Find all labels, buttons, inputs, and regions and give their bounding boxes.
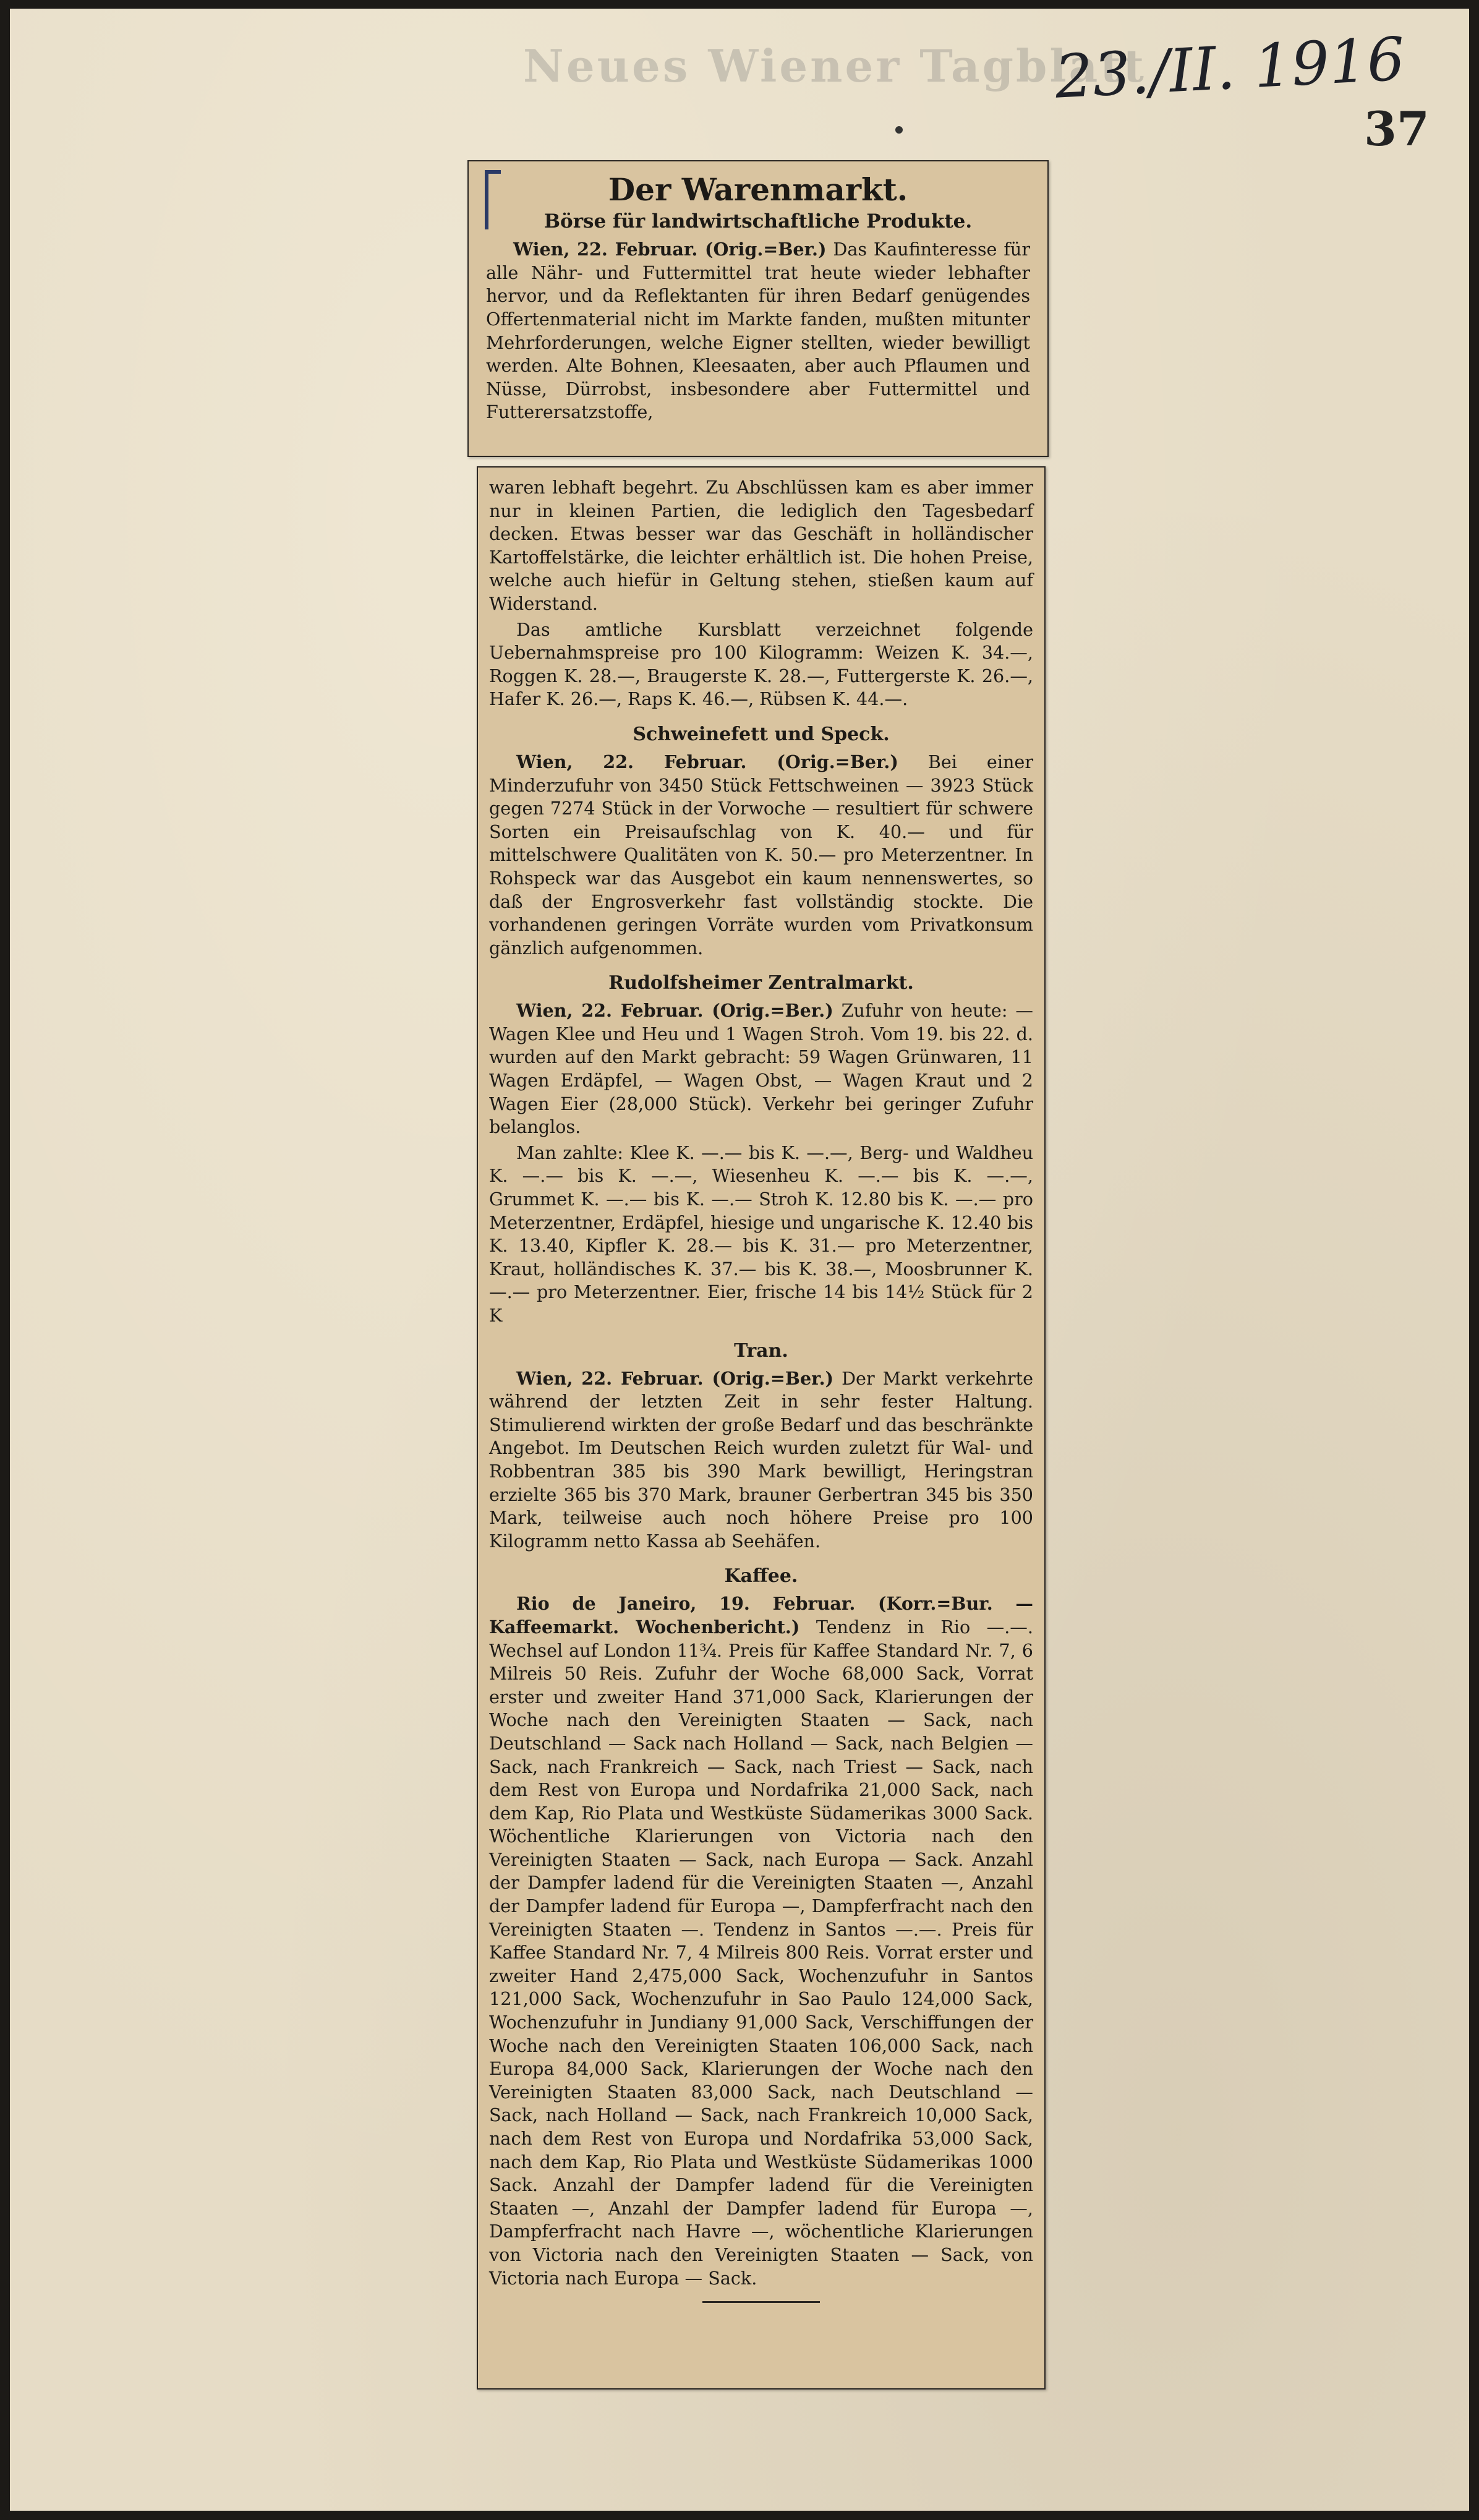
- clipping-top: [467, 160, 1049, 457]
- price-paragraph: Man zahlte: Klee K. —.— bis K. —.—, Berg- und Waldheu K. —.— bis K. —.—, Wiesenheu K. —.— bis K. —.—, Grummet K. —.— bis K. —.— Stroh K. 12.80 bis K. —.— pro Meterzentner, Erdäpfel, hiesige und ungarische K. 12.40 bis K. 13.40, Kipfler K. 28.— bis K. 31.— pro Meterzentner, Kraut, holländisches K. 37.— bis K. 38.—, Moosbrunner K. —.— pro Meterzentner. Eier, frische 14 bis 14½ Stück für 2 K: [489, 1142, 1033, 1326]
- paragraph: [489, 751, 1033, 960]
- section-heading: Tran.: [734, 1339, 788, 1362]
- paragraph-text: Zufuhr von heute: — Wagen Klee und Heu und 1 Wagen Stroh. Vom 19. bis 22. d. wurden auf den Markt gebracht: 59 Wagen Grünwaren, 11 Wagen Erdäpfel, — Wagen Obst, — Wagen Kraut und 2 Wagen Eier (28,000 Stück). Verkehr bei geringer Zufuhr belanglos.: [489, 1000, 1033, 1138]
- archive-sheet: [10, 9, 1469, 2511]
- clipping-main: [477, 466, 1046, 2390]
- dateline: Rio de Janeiro, 19. Februar. (Korr.=Bur. — Kaffeemarkt. Wochenbericht.): [489, 1593, 1033, 1638]
- dateline: Wien, 22. Februar. (Orig.=Ber.): [516, 751, 898, 772]
- dateline: Wien, 22. Februar. (Orig.=Ber.): [516, 1000, 833, 1022]
- paragraph: [486, 238, 1030, 424]
- paragraph-text: Bei einer Minderzufuhr von 3450 Stück Fettschweinen — 3923 Stück gegen 7274 Stück in der Vorwoche — resultiert für schwere Sorten ein Preisaufschlag von K. 40.— und für mittelschwere Qualitäten von K. 50.— pro Meterzentner. In Rohspeck war das Ausgebot ein kaum nennenswertes, so daß der Engrosverkehr fast vollständig stockte. Die vorhandenen geringen Vorräte wurden vom Privatkonsum gänzlich aufgenommen.: [489, 751, 1033, 959]
- kursblatt-paragraph: Das amtliche Kursblatt verzeichnet folgende Uebernahmspreise pro 100 Kilogramm: Weizen K. 34.—, Roggen K. 28.—, Braugerste K. 28.—, Futtergerste K. 26.—, Hafer K. 26.—, Raps K. 46.—, Rübsen K. 44.—.: [489, 618, 1033, 710]
- dateline: Wien, 22. Februar. (Orig.=Ber.): [513, 239, 827, 260]
- article-title: Der Warenmarkt.: [608, 171, 908, 208]
- handwritten-date: 23./II. 1916: [1053, 24, 1407, 112]
- paragraph: [489, 1592, 1033, 2290]
- ink-dot: [895, 126, 903, 134]
- paragraph-text: Der Markt verkehrte während der letzten Zeit in sehr fester Haltung. Stimulierend wirkten der große Bedarf und das beschränkte Angebot. Im Deutschen Reich wurden zuletzt für Wal- und Robbentran 385 bis 390 Mark bewilligt, Heringstran erzielte 365 bis 370 Mark, brauner Gerbertran 345 bis 350 Mark, teilweise auch noch höhere Preise pro 100 Kilogramm netto Kassa ab Seehäfen.: [489, 1367, 1033, 1552]
- paragraph-text: Das Kaufinteresse für alle Nähr- und Futtermittel trat heute wieder lebhafter hervor, und da Reflektanten für ihren Bedarf genügendes Offertenmaterial nicht im Markte fanden, mußten mitunter Mehrforderungen, welche Eigner stellten, wieder bewilligt werden. Alte Bohnen, Kleesaaten, aber auch Pflaumen und Nüsse, Dürrobst, insbesondere aber Futtermittel und Futterersatzstoffe,: [486, 239, 1030, 423]
- section-heading: Kaffee.: [724, 1565, 798, 1587]
- dateline: Wien, 22. Februar. (Orig.=Ber.): [516, 1367, 834, 1389]
- section-heading: Schweinefett und Speck.: [633, 723, 890, 745]
- page-number: 37: [1364, 101, 1430, 156]
- newspaper-name-stamp: Neues Wiener Tagblatt: [523, 40, 1146, 92]
- paragraph-text: Tendenz in Rio —.—. Wechsel auf London 11¾. Preis für Kaffee Standard Nr. 7, 6 Milreis 50 Reis. Zufuhr der Woche 68,000 Sack, Vorrat erster und zweiter Hand 371,000 Sack, Klarierungen der Woche nach den Vereinigten Staaten — Sack, nach Deutschland — Sack nach Holland — Sack, nach Belgien — Sack, nach Frankreich — Sack, nach Triest — Sack, nach dem Rest von Europa und Nordafrika 21,000 Sack, nach dem Kap, Rio Plata und Westküste Südamerikas 3000 Sack. Wöchentliche Klarierungen von Victoria nach den Vereinigten Staaten — Sack, nach Europa — Sack. Anzahl der Dampfer ladend für die Vereinigten Staaten —, Anzahl der Dampfer ladend für Europa —, Dampferfracht nach den Vereinigten Staaten —. Tendenz in Santos —.—. Preis für Kaffee Standard Nr. 7, 4 Milreis 800 Reis. Vorrat erster und zweiter Hand 2,475,000 Sack, Wochenzufuhr in Santos 121,000 Sack, Wochenzufuhr in Sao Paulo 124,000 Sack, Wochenzufuhr in Jundiany 91,000 Sack, Verschiffungen der Woche nach den Vereinigten Staaten 106,000 Sack, nach Europa 84,000 Sack, Klarierungen der Woche nach den Vereinigten Staaten 83,000 Sack, nach Deutschland — Sack, nach Holland — Sack, nach Frankreich 10,000 Sack, nach dem Rest von Europa und Nordafrika 53,000 Sack, nach dem Kap, Rio Plata und Westküste Südamerikas 1000 Sack. Anzahl der Dampfer ladend für die Vereinigten Staaten —, Anzahl der Dampfer ladend für Europa —, Dampferfracht nach Havre —, wöchentliche Klarierungen von Victoria nach den Vereinigten Staaten — Sack, von Victoria nach Europa — Sack.: [489, 1616, 1033, 2289]
- end-rule: [702, 2301, 820, 2303]
- section-heading: Rudolfsheimer Zentralmarkt.: [608, 972, 914, 994]
- continuation-paragraph: waren lebhaft begehrt. Zu Abschlüssen kam es aber immer nur in kleinen Partien, die lediglich den Tagesbedarf decken. Etwas besser war das Geschäft in holländischer Kartoffelstärke, die leichter erhältlich ist. Die hohen Preise, welche auch hiefür in Geltung stehen, stießen kaum auf Widerstand.: [489, 477, 1033, 614]
- paragraph: [489, 1367, 1033, 1553]
- blue-pencil-mark: [485, 170, 501, 229]
- article-subtitle: Börse für landwirtschaftliche Produkte.: [543, 210, 973, 233]
- paragraph: [489, 999, 1033, 1139]
